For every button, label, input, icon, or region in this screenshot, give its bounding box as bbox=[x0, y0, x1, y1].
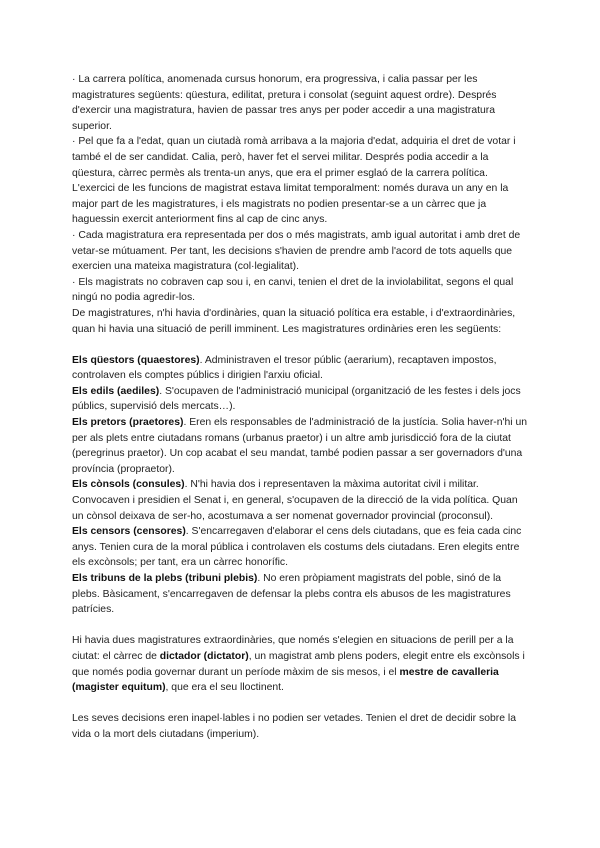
term-tribuni-plebis: Els tribuns de la plebs (tribuni plebis) bbox=[72, 573, 258, 584]
magistrate-quaestores bbox=[72, 353, 530, 384]
paragraph-spacer bbox=[72, 696, 530, 712]
term-quaestores: Els qüestors (quaestores) bbox=[72, 354, 200, 366]
extraordinary-text-1: Hi havia dues magistratures extraordinàries, que només s'elegien en situacions de perill per a la ciutat: el càrrec de bbox=[72, 635, 514, 662]
desc-praetores: . Eren els responsables de l'administració de la justícia. Solia haver-n'hi un per als plets entre ciutadans romans (urbanus praetor) i un altre amb jurisdicció fora de la ciutat (peregrinus praetor). Un cop acabat el seu mandat, també podien passar a ser governadors d'una província (propraetor). bbox=[72, 417, 528, 475]
magistrate-consules bbox=[72, 477, 530, 524]
desc-aediles: . S'ocupaven de l'administració municipal (organització de les festes i dels jocs públics, supervisió dels mercats…). bbox=[72, 385, 521, 413]
magistrate-censores bbox=[72, 524, 530, 571]
desc-quaestores: . Administraven el tresor públic (aerarium), recaptaven impostos, controlaven els comptes públics i dirigien l'arxiu oficial. bbox=[72, 354, 497, 382]
term-censores: Els censors (censores) bbox=[72, 526, 186, 538]
desc-censores: . S'encarregaven d'elaborar el cens dels ciutadans, que es feia cada cinc anys. Tenien cura de la moral pública i controlaven els costums dels ciutadans. Eren elegits entre els excònsols; per tant, era un càrrec honorífic. bbox=[72, 526, 522, 569]
extraordinary-text-3: , que era el seu lloctinent. bbox=[165, 682, 284, 694]
paragraph-extraordinary bbox=[72, 633, 530, 695]
paragraph-spacer bbox=[72, 618, 530, 634]
term-consules: Els cònsols (consules) bbox=[72, 479, 185, 491]
extraordinary-text-2: , un magistrat amb plens poders, elegit entre els excònsols i que només podia governar durant un període màxim de sis mesos, i el bbox=[72, 650, 525, 678]
paragraph-spacer bbox=[72, 337, 530, 353]
paragraph-inviolability: · Els magistrats no cobraven cap sou i, en canvi, tenien el dret de la inviolabilitat, segons el qual ningú no podia agredir-los. bbox=[72, 276, 514, 304]
desc-tribuni-plebis: . No eren pròpiament magistrats del poble, sinó de la plebs. Bàsicament, s'encarregaven de defensar la plebs contra els abusos de les magistratures patrícies. bbox=[72, 573, 511, 616]
paragraph-imperium: Les seves decisions eren inapel·lables i no podien ser vetades. Tenien el dret de decidir sobre la vida o la mort dels ciutadans (imperium). bbox=[72, 713, 516, 740]
term-magister-equitum: mestre de cavalleria (magister equitum) bbox=[72, 666, 499, 694]
magistrate-praetores bbox=[72, 415, 530, 477]
term-dictator: dictador (dictator) bbox=[159, 650, 249, 662]
paragraph-magistracy-types: De magistratures, n'hi havia d'ordinàries, quan la situació política era estable, i d'extraordinàries, quan hi havia una situació de perill imminent. Les magistratures ordinàries eren les següents: bbox=[72, 307, 516, 335]
magistrate-tribuni-plebis bbox=[72, 571, 530, 618]
desc-consules: . N'hi havia dos i representaven la màxima autoritat civil i militar. Convocaven i presidien el Senat i, en general, s'ocupaven de la direcció de la vida política. Quan un cònsol deixava de ser-ho, acostumava a ser nomenat governador provincial (proconsul). bbox=[72, 479, 518, 522]
term-praetores: Els pretors (praetores) bbox=[72, 417, 184, 429]
term-aediles: Els edils (aediles) bbox=[72, 385, 160, 397]
paragraph-age: · Pel que fa a l'edat, quan un ciutadà romà arribava a la majoria d'edat, adquiria el dret de votar i també el de ser candidat. Calia, però, haver fet el servei militar. Després podia accedir a la qüestura, càrrec permès als trenta-un anys, que era el primer esglaó de la carrera política. bbox=[72, 136, 516, 179]
paragraph-collegiality: · Cada magistratura era representada per dos o més magistrats, amb igual autoritat i amb dret de vetar-se mútuament. Per tant, les decisions s'havien de prendre amb l'acord de tots aquells que exercien una mateixa magistratura (col·legialitat). bbox=[72, 229, 521, 273]
paragraph-cursus-honorum: · La carrera política, anomenada cursus honorum, era progressiva, i calia passar per les magistratures següents: qüestura, edilitat, pretura i consolat (seguint aquest ordre). Després d'exercir una magistratura, havien de passar tres anys per poder accedir a una magistratura superior. bbox=[72, 74, 497, 132]
paragraph-temporality: L'exercici de les funcions de magistrat estava limitat temporalment: només durava un any en la major part de les magistratures, i els magistrats no podien presentar-se a un càrrec que ja haguessin exercit anteriorment fins al cap de cinc anys. bbox=[72, 183, 509, 226]
magistrate-aediles bbox=[72, 384, 530, 415]
